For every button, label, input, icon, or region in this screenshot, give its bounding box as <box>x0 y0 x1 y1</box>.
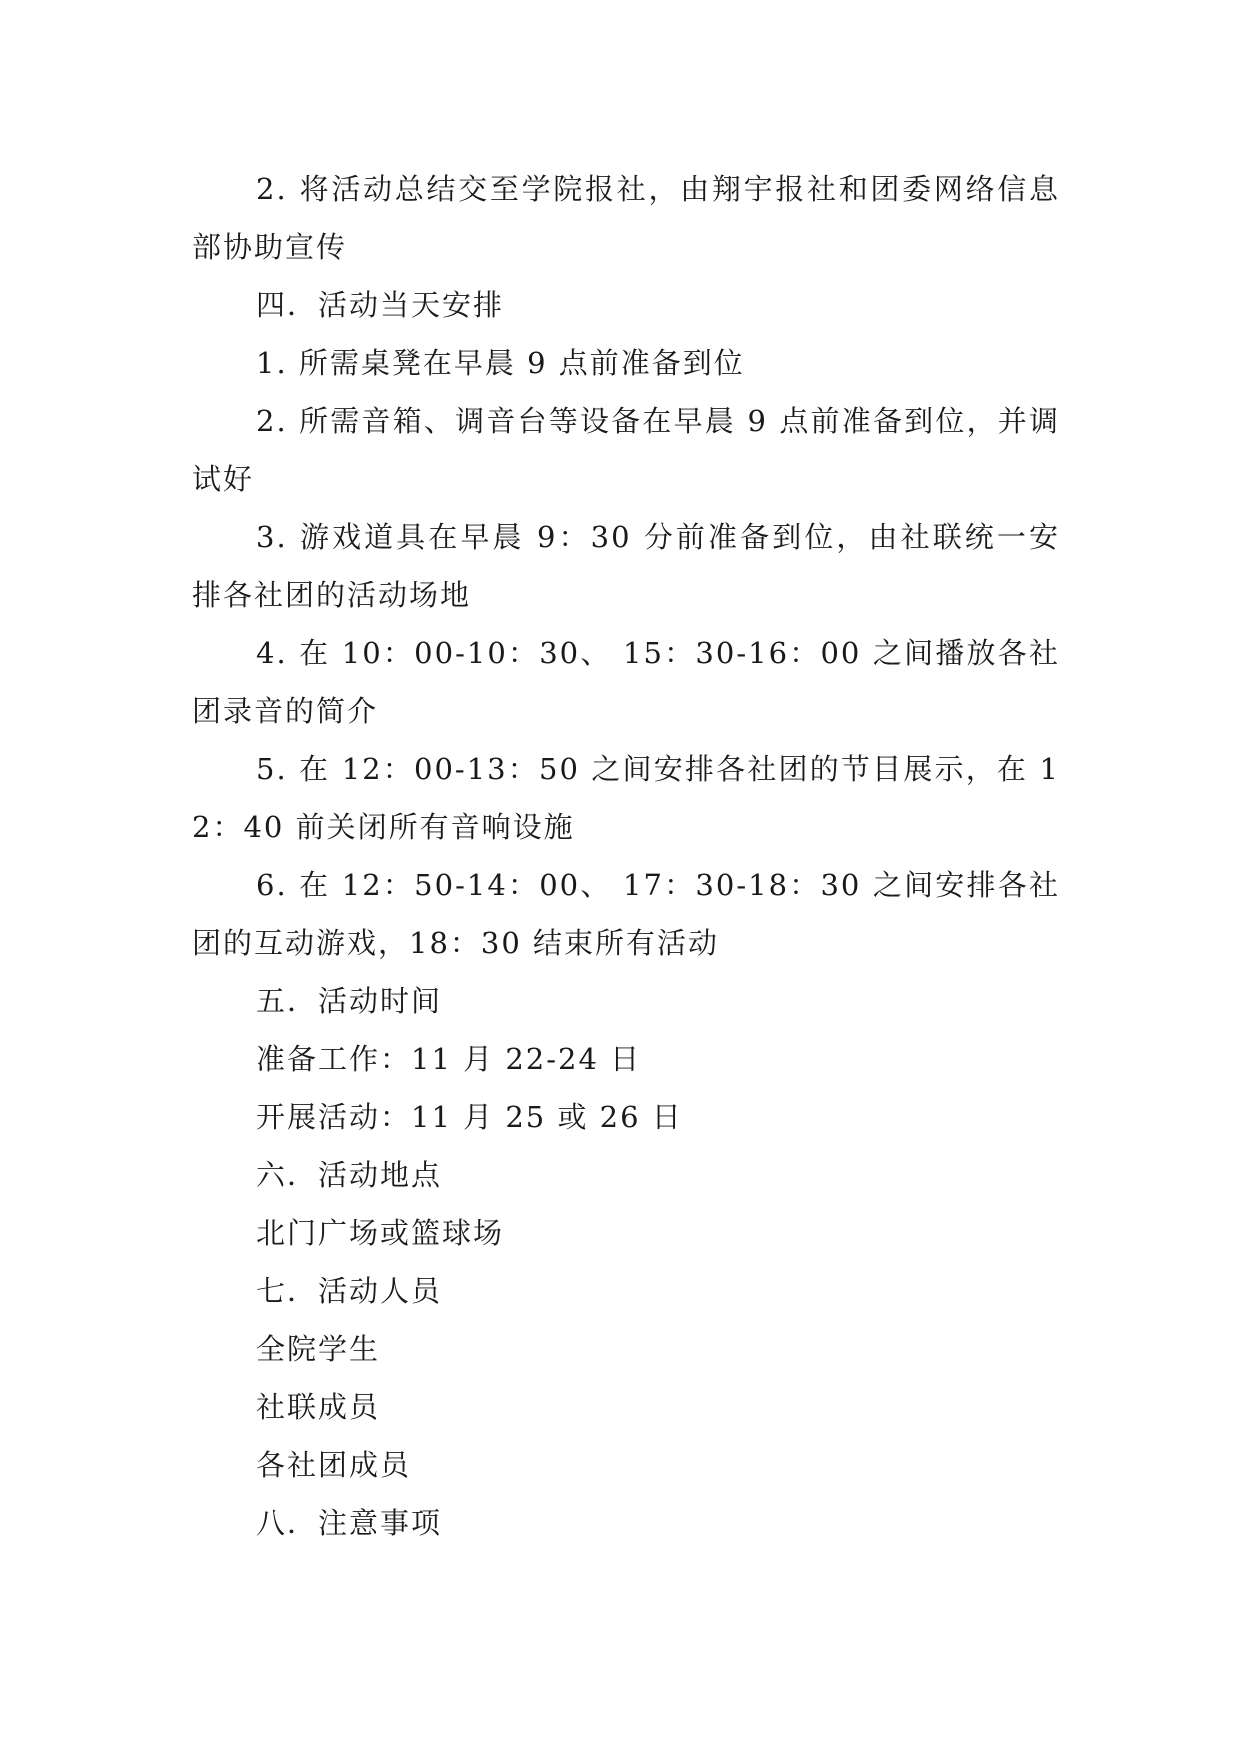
section-heading-location: 六．活动地点 <box>256 1158 443 1192</box>
paragraph-performances: 5. 在 12：00-13：50 之间安排各社团的节目展示，在 12：40 前关闭所有音响设施 <box>192 752 1060 844</box>
paragraph-tables: 1. 所需桌凳在早晨 9 点前准备到位 <box>256 346 745 380</box>
paragraph-game-props: 3. 游戏道具在早晨 9：30 分前准备到位，由社联统一安排各社团的活动场地 <box>192 520 1060 612</box>
paragraph-club-members: 各社团成员 <box>256 1448 412 1482</box>
paragraph-interactive-games: 6. 在 12：50-14：00、 17：30-18：30 之间安排各社团的互动游戏，18：30 结束所有活动 <box>192 868 1060 960</box>
paragraph-location: 北门广场或篮球场 <box>256 1216 505 1250</box>
section-heading-notes: 八．注意事项 <box>256 1506 443 1540</box>
paragraph-union-members: 社联成员 <box>256 1390 381 1424</box>
paragraph-recordings: 4. 在 10：00-10：30、 15：30-16：00 之间播放各社团录音的简介 <box>192 636 1060 728</box>
paragraph-publicity: 2. 将活动总结交至学院报社，由翔宇报社和团委网络信息部协助宣传 <box>192 172 1060 264</box>
paragraph-event-date: 开展活动：11 月 25 或 26 日 <box>256 1100 683 1134</box>
section-heading-participants: 七．活动人员 <box>256 1274 443 1308</box>
section-heading-time: 五．活动时间 <box>256 984 443 1018</box>
section-heading-day-schedule: 四．活动当天安排 <box>256 288 505 322</box>
paragraph-all-students: 全院学生 <box>256 1332 381 1366</box>
document-body <box>192 160 1060 1552</box>
paragraph-audio-equipment: 2. 所需音箱、调音台等设备在早晨 9 点前准备到位，并调试好 <box>192 404 1060 496</box>
paragraph-preparation: 准备工作：11 月 22-24 日 <box>256 1042 642 1076</box>
